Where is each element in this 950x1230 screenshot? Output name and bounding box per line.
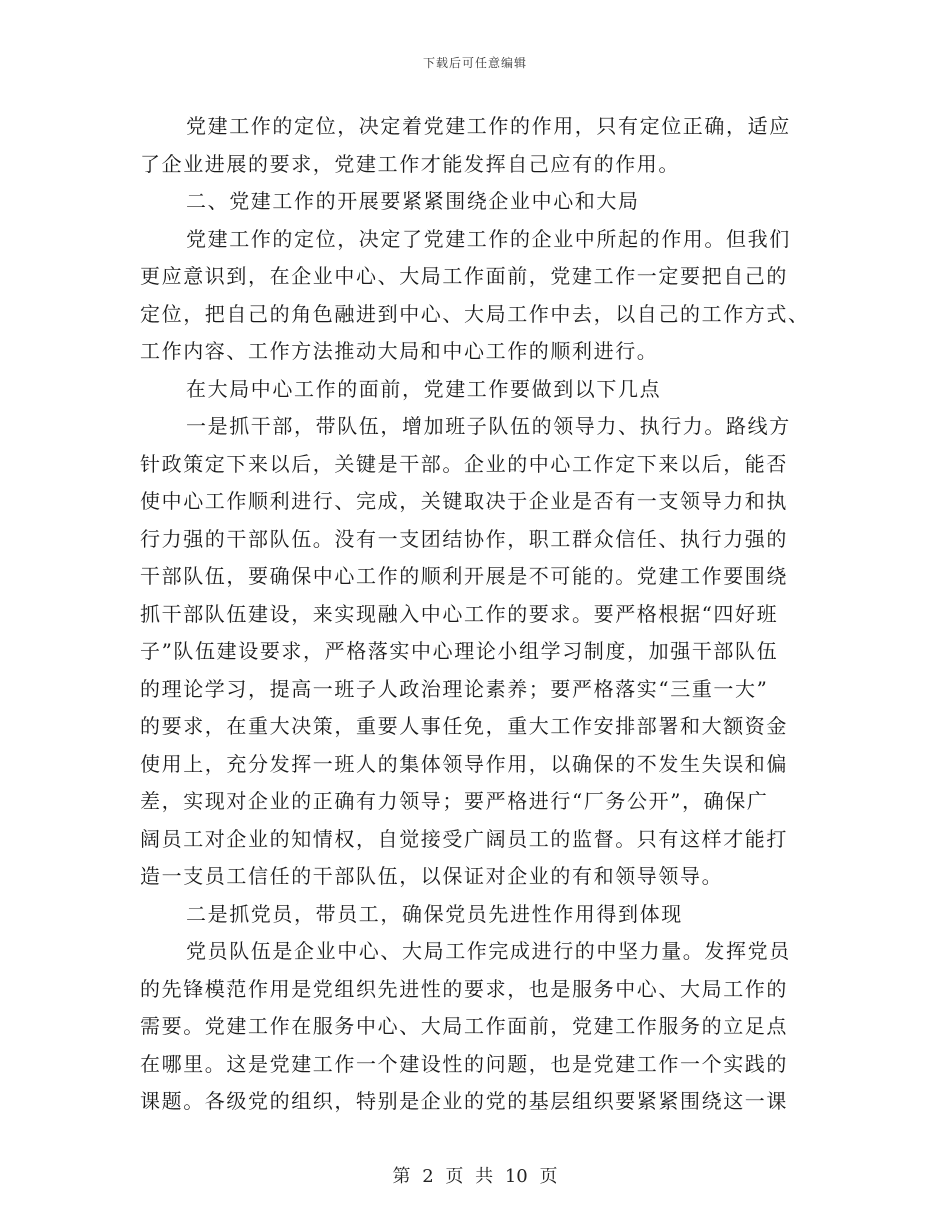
text-line: 子”队伍建设要求，严格落实中心理论小组学习制度，加强干部队伍 [140, 639, 779, 663]
page-header-note: 下载后可任意编辑 [422, 56, 527, 70]
text-line: 二、党建工作的开展要紧紧围绕企业中心和大局 [186, 189, 640, 213]
text-line: 工作内容、工作方法推动大局和中心工作的顺利进行。 [140, 339, 659, 363]
page-number-footer: 第 2 页 共 10 页 [392, 1166, 558, 1187]
text-line: 更应意识到，在企业中心、大局工作面前，党建工作一定要把自己的 [140, 264, 788, 288]
text-line: 的先锋模范作用是党组织先进性的要求，也是服务中心、大局工作的 [140, 976, 788, 1001]
text-line: 的要求，在重大决策，重要人事任免，重大工作安排部署和大额资金 [140, 714, 788, 738]
text-line: 抓干部队伍建设，来实现融入中心工作的要求。要严格根据“四好班 [140, 601, 779, 626]
text-line: 造一支员工信任的干部队伍，以保证对企业的有和领导领导。 [140, 864, 724, 888]
text-line: 了企业进展的要求，党建工作才能发挥自己应有的作用。 [140, 151, 680, 176]
text-line: 一是抓干部，带队伍，增加班子队伍的领导力、执行力。路线方 [186, 414, 791, 438]
text-line: 定位，把自己的角色融进到中心、大局工作中去，以自己的工作方式、 [140, 301, 810, 326]
text-line: 使用上，充分发挥一班人的集体领导作用，以确保的不发生失误和偏 [140, 751, 788, 776]
text-line: 课题。各级党的组织，特别是企业的党的基层组织要紧紧围绕这一课 [140, 1089, 788, 1113]
text-line: 的理论学习，提高一班子人政治理论素养；要严格落实“三重一大” [140, 676, 769, 701]
text-line: 阔员工对企业的知情权，自觉接受广阔员工的监督。只有这样才能打 [140, 826, 788, 851]
text-line: 二是抓党员，带员工，确保党员先进性作用得到体现 [186, 901, 683, 926]
text-line: 在大局中心工作的面前，党建工作要做到以下几点 [186, 376, 662, 401]
text-line: 在哪里。这是党建工作一个建设性的问题，也是党建工作一个实践的 [140, 1051, 788, 1076]
text-line: 党员队伍是企业中心、大局工作完成进行的中坚力量。发挥党员 [186, 939, 791, 963]
text-line: 需要。党建工作在服务中心、大局工作面前，党建工作服务的立足点 [140, 1014, 788, 1038]
text-line: 使中心工作顺利进行、完成，关键取决于企业是否有一支领导力和执 [140, 489, 788, 513]
text-line: 差，实现对企业的正确有力领导；要严格进行“厂务公开”，确保广 [140, 789, 769, 813]
text-line: 干部队伍，要确保中心工作的顺利开展是不可能的。党建工作要围绕 [140, 564, 788, 588]
text-line: 针政策定下来以后，关键是干部。企业的中心工作定下来以后，能否 [140, 451, 788, 476]
document-body [140, 108, 810, 1121]
text-line: 行力强的干部队伍。没有一支团结协作，职工群众信任、执行力强的 [140, 526, 788, 551]
text-line: 党建工作的定位，决定着党建工作的作用，只有定位正确，适应 [186, 114, 791, 138]
text-line: 党建工作的定位，决定了党建工作的企业中所起的作用。但我们 [186, 226, 791, 251]
